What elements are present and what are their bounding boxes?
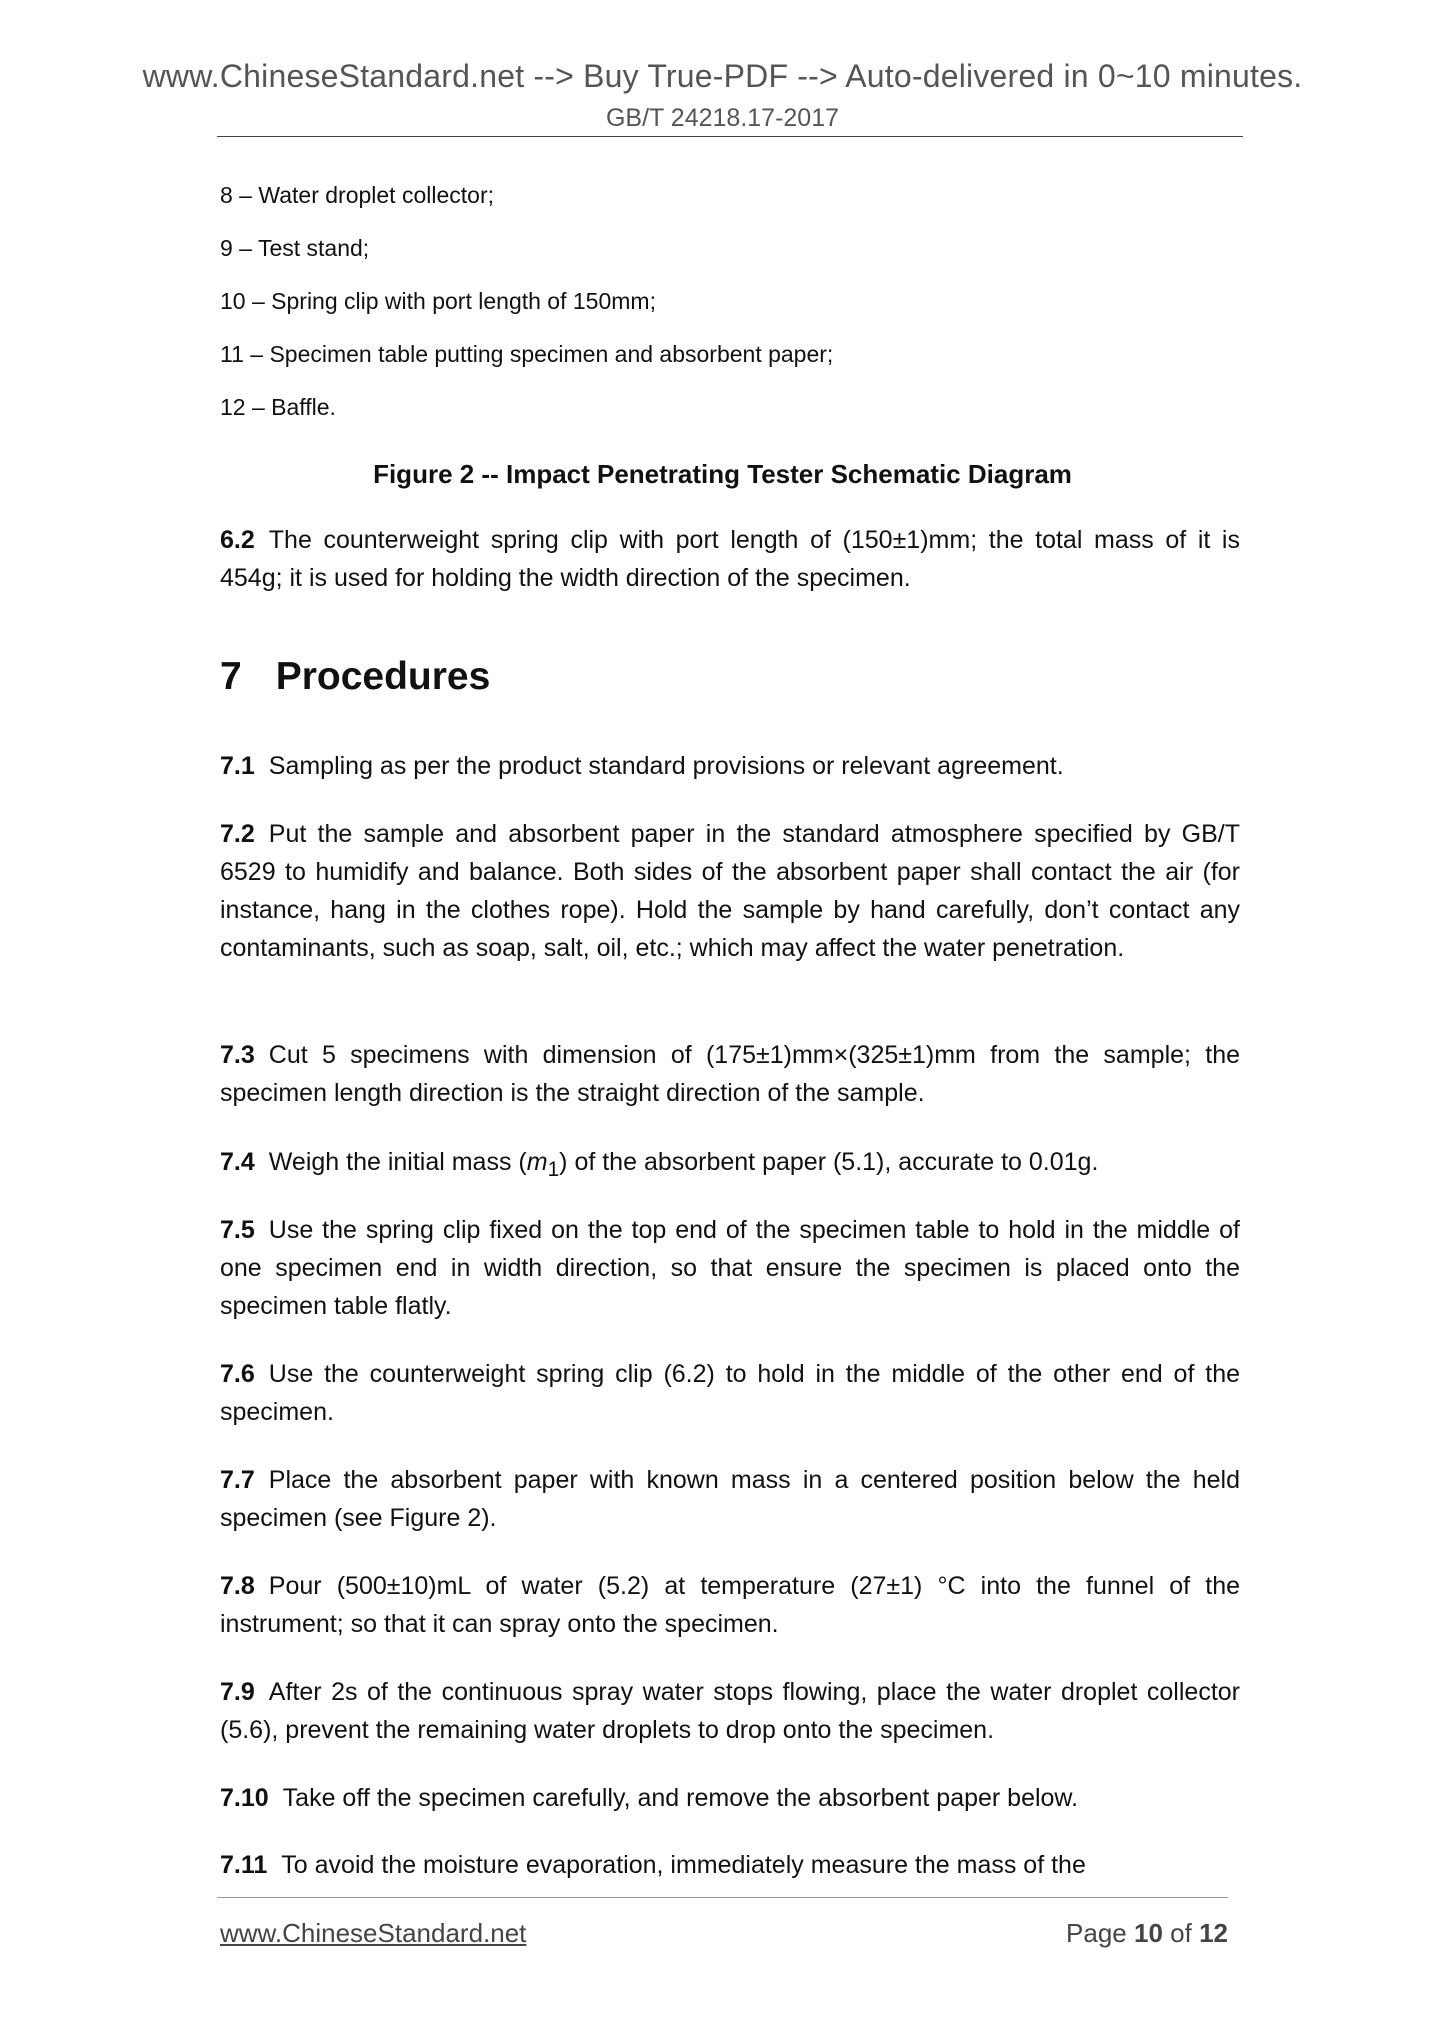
clause-text: Sampling as per the product standard provisions or relevant agreement.	[268, 752, 1064, 780]
clause-text: Pour (500±10)mL of water (5.2) at temperature (27±1) °C into the funnel of the instrument; so that it can spray onto the specimen.	[220, 1572, 1240, 1638]
total-pages-number: 12	[1199, 1918, 1228, 1948]
legend-item: 11 – Specimen table putting specimen and absorbent paper;	[220, 341, 834, 367]
clause-number: 7.11	[220, 1851, 268, 1879]
clause-7-4	[220, 1143, 1240, 1189]
clause-7-5	[220, 1211, 1240, 1325]
site-banner[interactable]: www.ChineseStandard.net --> Buy True-PDF --> Auto-delivered in 0~10 minutes.	[142, 58, 1303, 94]
clause-text: The counterweight spring clip with port length of (150±1)mm; the total mass of it is 454g; it is used for holding the width direction of the specimen.	[220, 526, 1240, 592]
clause-number: 7.8	[220, 1572, 255, 1600]
legend-item: 8 – Water droplet collector;	[220, 182, 494, 208]
clause-text-start: Weigh the initial mass (	[268, 1148, 527, 1176]
clause-number: 7.5	[220, 1216, 255, 1244]
clause-6-2	[220, 521, 1240, 597]
clause-7-8	[220, 1567, 1240, 1643]
clause-number: 7.4	[220, 1148, 255, 1176]
footer-site-link[interactable]: www.ChineseStandard.net	[220, 1918, 527, 1948]
clause-number: 7.9	[220, 1678, 255, 1706]
mass-subscript: 1	[547, 1158, 560, 1181]
clause-7-1	[220, 747, 1240, 785]
clause-number: 7.6	[220, 1360, 255, 1388]
clause-number: 7.1	[220, 752, 255, 780]
clause-text: Cut 5 specimens with dimension of (175±1)mm×(325±1)mm from the sample; the specimen length direction is the straight direction of the sample.	[220, 1041, 1240, 1107]
clause-number: 7.3	[220, 1041, 255, 1069]
clause-text-end: ) of the absorbent paper (5.1), accurate to 0.01g.	[559, 1148, 1099, 1176]
clause-7-9	[220, 1673, 1240, 1749]
figure-legend	[220, 180, 1240, 445]
clause-text: Put the sample and absorbent paper in the standard atmosphere specified by GB/T 6529 to humidify and balance. Both sides of the absorbent paper shall contact the air (for instance, hang in the clothes rope). Hold the sample by hand carefully, don’t contact any contaminants, such as soap, salt, oil, etc.; which may affect the water penetration.	[220, 820, 1240, 962]
clause-text: To avoid the moisture evaporation, immediately measure the mass of the	[281, 1851, 1086, 1879]
clause-number: 7.10	[220, 1784, 269, 1812]
clause-text: Use the counterweight spring clip (6.2) to hold in the middle of the other end of the specimen.	[220, 1360, 1240, 1426]
clause-7-11	[220, 1846, 1240, 1884]
clause-7-6	[220, 1355, 1240, 1431]
page-indicator	[1040, 1918, 1228, 1949]
clause-7-7	[220, 1461, 1240, 1537]
page-of-word: of	[1170, 1918, 1192, 1948]
clause-number: 6.2	[220, 526, 255, 554]
clause-text: Place the absorbent paper with known mass in a centered position below the held specimen (see Figure 2).	[220, 1466, 1240, 1532]
current-page-number: 10	[1134, 1918, 1163, 1948]
clause-text: After 2s of the continuous spray water stops flowing, place the water droplet collector (5.6), prevent the remaining water droplets to drop onto the specimen.	[220, 1678, 1240, 1744]
clause-7-10	[220, 1779, 1240, 1817]
legend-item: 9 – Test stand;	[220, 235, 370, 261]
clause-7-2	[220, 815, 1240, 967]
figure-caption: Figure 2 -- Impact Penetrating Tester Schematic Diagram	[373, 459, 1072, 489]
section-title: Procedures	[275, 655, 491, 698]
clause-text: Use the spring clip fixed on the top end of the specimen table to hold in the middle of one specimen end in width direction, so that ensure the specimen is placed onto the specimen table flatly.	[220, 1216, 1240, 1320]
clause-7-3	[220, 1036, 1240, 1112]
clause-number: 7.7	[220, 1466, 255, 1494]
legend-item: 12 – Baffle.	[220, 394, 336, 420]
clause-number: 7.2	[220, 820, 255, 848]
page-word: Page	[1066, 1918, 1127, 1948]
section-heading	[220, 655, 490, 699]
clause-text: Take off the specimen carefully, and remove the absorbent paper below.	[282, 1784, 1079, 1812]
mass-variable: m	[526, 1148, 548, 1176]
footer-divider	[217, 1897, 1228, 1898]
section-number: 7	[220, 655, 242, 698]
legend-item: 10 – Spring clip with port length of 150mm;	[220, 288, 656, 314]
standard-code: GB/T 24218.17-2017	[605, 104, 840, 132]
header-divider	[217, 136, 1243, 137]
